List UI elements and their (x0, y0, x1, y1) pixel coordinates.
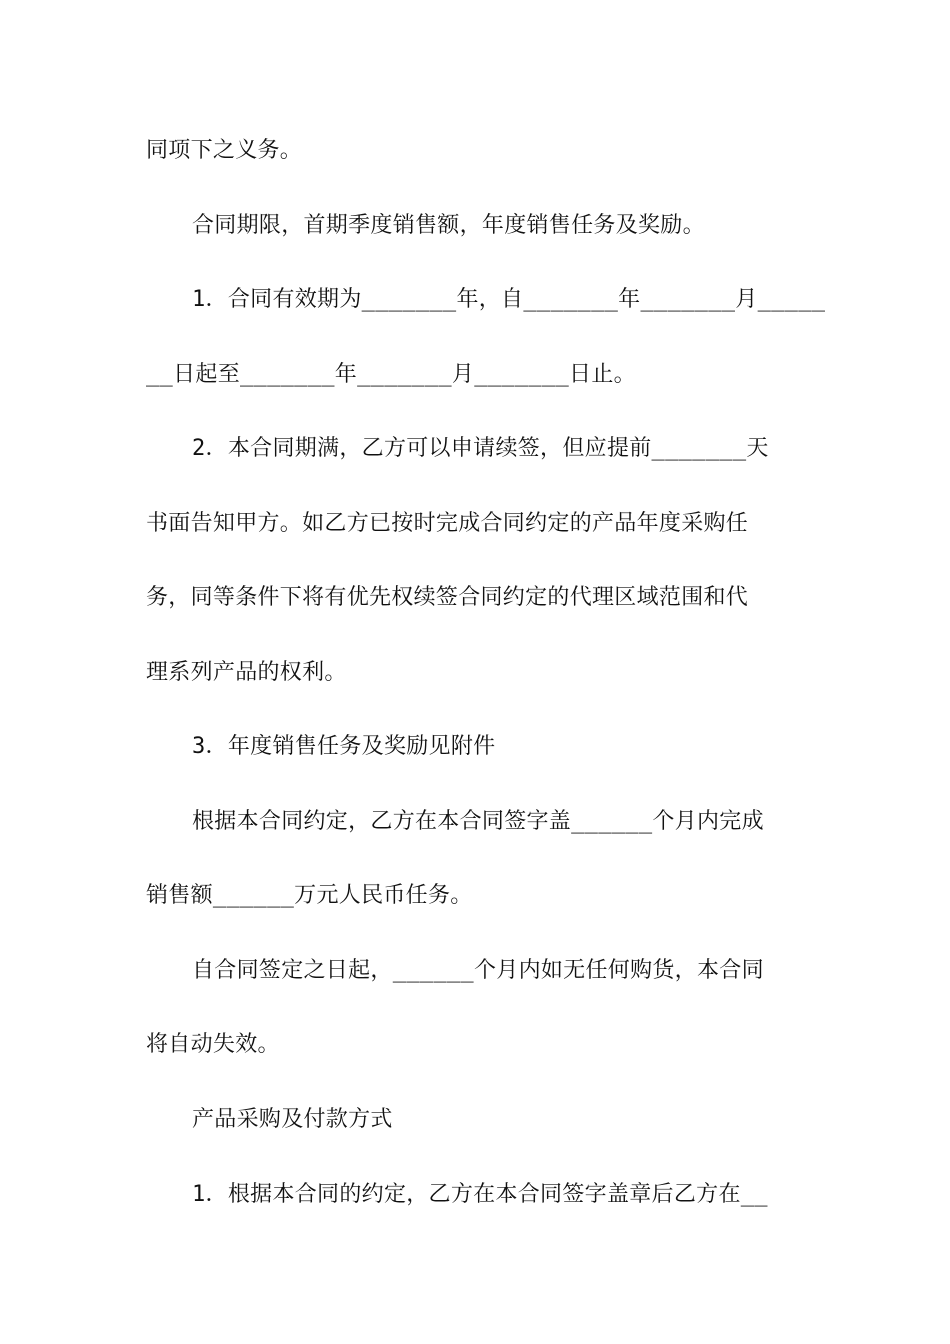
text-line-13: 将自动失效。 (146, 1032, 280, 1057)
text-line-5: 2．本合同期满，乙方可以申请续签，但应提前_______天 (192, 436, 769, 461)
text-line-9: 3．年度销售任务及奖励见附件 (192, 734, 496, 759)
text-line-11: 销售额______万元人民币任务。 (146, 883, 473, 908)
text-line-8: 理系列产品的权利。 (146, 660, 347, 685)
text-line-3: 1．合同有效期为_______年，自_______年_______月_____ (192, 287, 826, 312)
text-line-1: 同项下之义务。 (146, 138, 303, 163)
text-line-10: 根据本合同约定，乙方在本合同签字盖______个月内完成 (192, 809, 764, 834)
section-heading-purchase-payment: 产品采购及付款方式 (192, 1107, 393, 1132)
text-line-7: 务，同等条件下将有优先权续签合同约定的代理区域范围和代 (146, 585, 749, 610)
text-line-4: __日起至_______年_______月_______日止。 (146, 362, 636, 387)
section-heading-contract-term: 合同期限，首期季度销售额，年度销售任务及奖励。 (192, 213, 705, 238)
text-line-6: 书面告知甲方。如乙方已按时完成合同约定的产品年度采购任 (146, 511, 749, 536)
text-line-12: 自合同签定之日起，______个月内如无任何购货，本合同 (192, 958, 764, 983)
text-line-15: 1．根据本合同的约定，乙方在本合同签字盖章后乙方在__ (192, 1182, 768, 1207)
